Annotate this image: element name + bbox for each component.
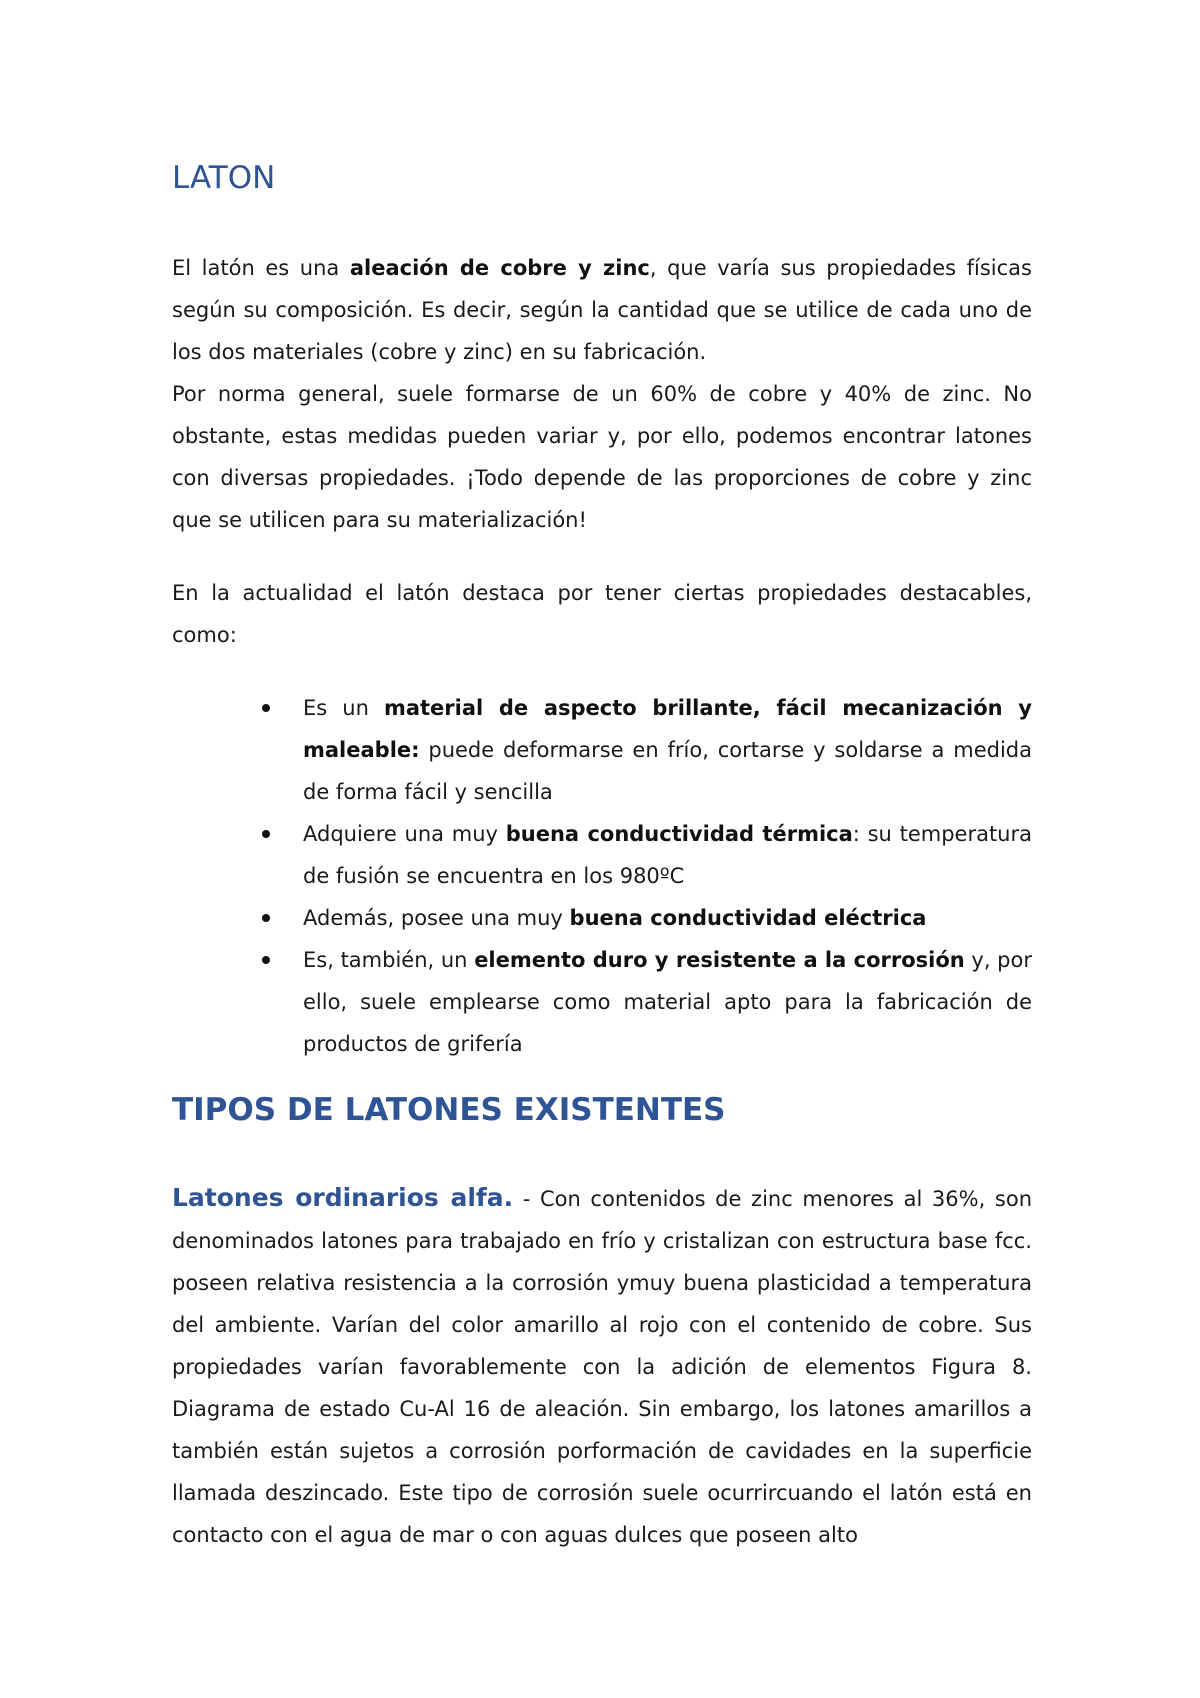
section-body: - Con contenidos de zinc menores al 36%, son denominados latones para trabajado en frío y cristalizan con estructura base fcc. poseen relativa resistencia a la corrosión ymuy buena plasticidad a temperatura del ambiente. Varían del color amarillo al rojo con el contenido de cobre. Sus propiedades varían favorablemente con la adición de elementos Figura 8. Diagrama de estado Cu-Al 16 de aleación. Sin embargo, los latones amarillos a también están sujetos a corrosión porformación de cavidades en la superficie llamada deszincado. Este tipo de corrosión suele ocurrircuando el latón está en contacto con el agua de mar o con aguas dulces que poseen alto bbox=[172, 1187, 1033, 1547]
list-item bbox=[172, 687, 1032, 813]
bullet-icon bbox=[262, 704, 270, 712]
properties-intro-paragraph: En la actualidad el latón destaca por tener ciertas propiedades destacables, como: bbox=[172, 581, 1032, 647]
item-text: Además, posee una muy bbox=[303, 906, 570, 930]
intro-section bbox=[172, 247, 1032, 541]
item-bold-text: elemento duro y resistente a la corrosión bbox=[474, 948, 965, 972]
list-item bbox=[172, 939, 1032, 1065]
intro-text-c: , que varía sus propiedades físicas según su composición. Es decir, según la cantidad que se utilice de cada uno de los dos materiales (cobre y zinc) en su fabricación. bbox=[172, 256, 1032, 364]
list-item bbox=[172, 813, 1032, 897]
bullet-icon bbox=[262, 956, 270, 964]
intro-paragraph-1 bbox=[172, 247, 1032, 373]
item-text: Es, también, un bbox=[303, 948, 475, 972]
item-bold-text: buena conductividad eléctrica bbox=[569, 906, 927, 930]
item-text: puede deformarse en frío, cortarse y soldarse a medida de forma fácil y sencilla bbox=[303, 738, 1032, 804]
item-bold-text: material de aspecto brillante, fácil mecanización y maleable: bbox=[303, 696, 1032, 762]
page-title: LATON bbox=[172, 160, 276, 196]
item-text: Adquiere una muy bbox=[303, 822, 506, 846]
intro-text-a: El latón es una bbox=[172, 256, 350, 280]
latones-alfa-paragraph bbox=[172, 1177, 1032, 1556]
section-title: TIPOS DE LATONES EXISTENTES bbox=[172, 1092, 726, 1128]
item-text: : su temperatura de fusión se encuentra en los 980ºC bbox=[303, 822, 1032, 888]
bullet-icon bbox=[262, 830, 270, 838]
list-item bbox=[172, 897, 1032, 939]
intro-bold-text: aleación de cobre y zinc bbox=[349, 256, 650, 280]
bullet-icon bbox=[262, 914, 270, 922]
latones-alfa-section bbox=[172, 1177, 1032, 1556]
properties-intro-section bbox=[172, 572, 1032, 656]
intro-paragraph-2: Por norma general, suele formarse de un 60% de cobre y 40% de zinc. No obstante, estas medidas pueden variar y, por ello, podemos encontrar latones con diversas propiedades. ¡Todo depende de las proporciones de cobre y zinc que se utilicen para su materialización! bbox=[172, 382, 1032, 532]
item-bold-text: buena conductividad térmica bbox=[505, 822, 853, 846]
section-subtitle: Latones ordinarios alfa. bbox=[172, 1183, 514, 1212]
item-text: Es un bbox=[303, 696, 384, 720]
properties-list bbox=[172, 687, 1032, 1065]
item-text: y, por ello, suele emplearse como material apto para la fabricación de productos de grifería bbox=[303, 948, 1032, 1056]
